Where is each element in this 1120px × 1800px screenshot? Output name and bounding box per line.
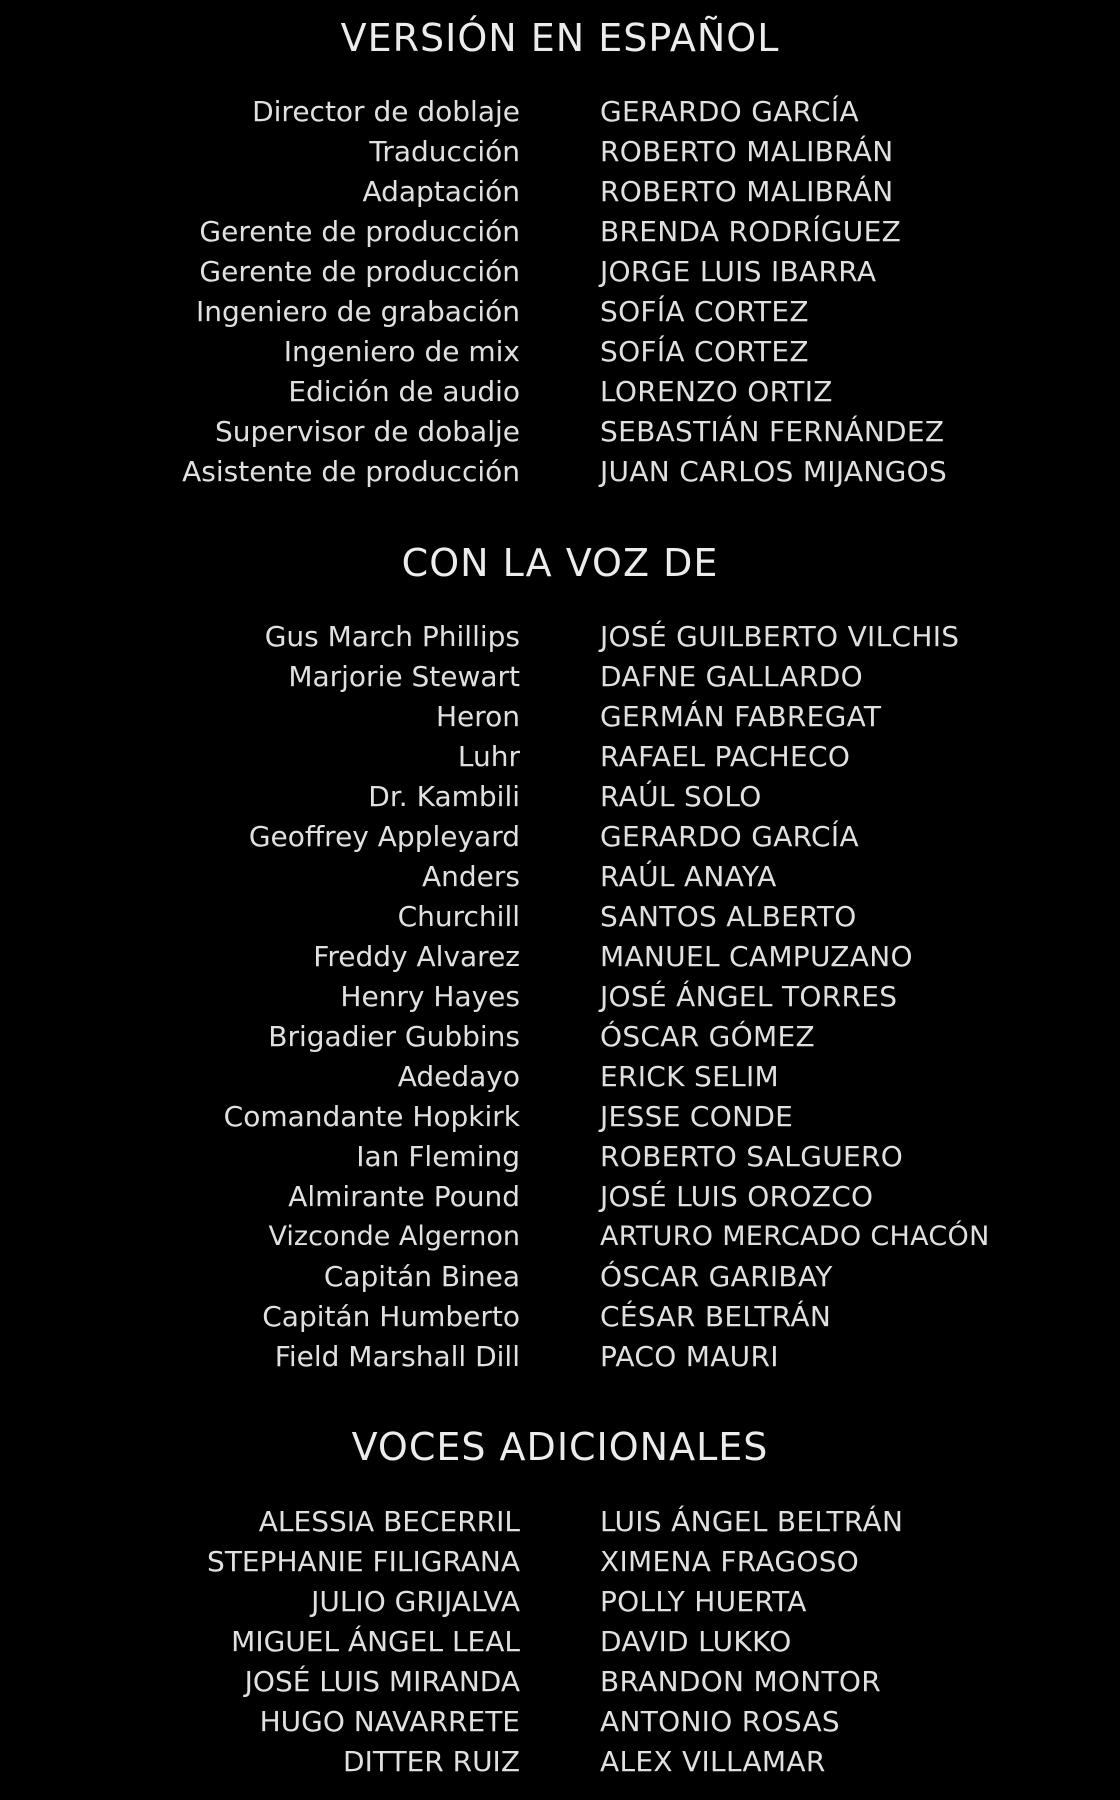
credit-role: Ian Fleming: [356, 1140, 520, 1173]
credit-name: SOFÍA CORTEZ: [600, 295, 809, 328]
credit-row: [0, 617, 1120, 657]
credit-row: [0, 1217, 1120, 1257]
credit-name: GERMÁN FABREGAT: [600, 700, 882, 733]
credit-role: Marjorie Stewart: [288, 660, 520, 693]
credit-role: Traducción: [369, 135, 520, 168]
credit-name: RAFAEL PACHECO: [600, 740, 851, 773]
credit-role: Director de doblaje: [252, 95, 520, 128]
credit-row: [0, 332, 1120, 372]
credit-row: [0, 1662, 1120, 1702]
credit-name: ÓSCAR GARIBAY: [600, 1260, 833, 1293]
credit-name: ERICK SELIM: [600, 1060, 779, 1093]
credit-name: JESSE CONDE: [600, 1100, 794, 1133]
credit-role: Ingeniero de mix: [283, 335, 520, 368]
credit-name: SEBASTIÁN FERNÁNDEZ: [600, 415, 945, 448]
credit-row: [0, 1582, 1120, 1622]
section-title-version-en-espanol: VERSIÓN EN ESPAÑOL: [340, 16, 780, 60]
credit-name: RAÚL ANAYA: [600, 860, 777, 893]
credit-row: [0, 172, 1120, 212]
credit-row: [0, 1542, 1120, 1582]
credit-left-name: STEPHANIE FILIGRANA: [207, 1545, 520, 1578]
credit-row: [0, 1702, 1120, 1742]
credit-row: [0, 857, 1120, 897]
credit-name: GERARDO GARCÍA: [600, 95, 859, 128]
credit-role: Almirante Pound: [288, 1180, 520, 1213]
credit-name: RAÚL SOLO: [600, 780, 762, 813]
credit-row: [0, 1297, 1120, 1337]
credit-row: [0, 1257, 1120, 1297]
credit-name: PACO MAURI: [600, 1340, 779, 1373]
credit-row: [0, 1502, 1120, 1542]
credit-role: Dr. Kambili: [368, 780, 520, 813]
credit-left-name: HUGO NAVARRETE: [259, 1705, 520, 1738]
credit-name: LORENZO ORTIZ: [600, 375, 833, 408]
credit-row: [0, 697, 1120, 737]
credit-role: Brigadier Gubbins: [268, 1020, 520, 1053]
credit-right-name: POLLY HUERTA: [600, 1585, 807, 1618]
credit-row: [0, 1622, 1120, 1662]
credit-row: [0, 777, 1120, 817]
credit-right-name: LUIS ÁNGEL BELTRÁN: [600, 1505, 904, 1538]
credit-role: Luhr: [457, 740, 520, 773]
credit-name: SOFÍA CORTEZ: [600, 335, 809, 368]
credit-row: [0, 1177, 1120, 1217]
credit-row: [0, 452, 1120, 492]
cast-list: [0, 617, 1120, 1377]
credit-row: [0, 1137, 1120, 1177]
credit-name: ROBERTO MALIBRÁN: [600, 135, 894, 168]
credit-row: [0, 292, 1120, 332]
credit-name: ROBERTO MALIBRÁN: [600, 175, 894, 208]
credit-row: [0, 92, 1120, 132]
credit-name: JORGE LUIS IBARRA: [600, 255, 877, 288]
credit-name: JUAN CARLOS MIJANGOS: [600, 455, 948, 488]
credit-row: [0, 372, 1120, 412]
credit-role: Adaptación: [362, 175, 520, 208]
credit-name: GERARDO GARCÍA: [600, 820, 859, 853]
credit-role: Heron: [435, 700, 520, 733]
credit-name: JOSÉ LUIS OROZCO: [600, 1180, 874, 1213]
credit-role: Supervisor de dobalje: [214, 415, 520, 448]
credit-row: [0, 817, 1120, 857]
credit-name: ÓSCAR GÓMEZ: [600, 1020, 815, 1053]
credit-right-name: ALEX VILLAMAR: [600, 1745, 826, 1778]
crew-list: [0, 92, 1120, 492]
credit-role: Geoffrey Appleyard: [248, 820, 520, 853]
credit-role: Capitán Binea: [323, 1260, 520, 1293]
credit-name: JOSÉ ÁNGEL TORRES: [600, 980, 898, 1013]
credit-row: [0, 937, 1120, 977]
credit-left-name: ALESSIA BECERRIL: [258, 1505, 520, 1538]
credit-row: [0, 737, 1120, 777]
credit-row: [0, 1017, 1120, 1057]
credit-role: Ingeniero de grabación: [195, 295, 520, 328]
credit-right-name: BRANDON MONTOR: [600, 1665, 882, 1698]
credit-role: Adedayo: [397, 1060, 520, 1093]
credit-left-name: DITTER RUIZ: [343, 1745, 520, 1778]
credit-right-name: ANTONIO ROSAS: [600, 1705, 840, 1738]
credit-name: MANUEL CAMPUZANO: [600, 940, 913, 973]
credit-row: [0, 212, 1120, 252]
credit-row: [0, 657, 1120, 697]
credit-row: [0, 412, 1120, 452]
section-title-voces-adicionales: VOCES ADICIONALES: [351, 1425, 769, 1469]
credit-role: Edición de audio: [288, 375, 520, 408]
section-title-con-la-voz-de: CON LA VOZ DE: [401, 541, 719, 585]
credit-role: Gus March Phillips: [264, 620, 520, 653]
credit-role: Capitán Humberto: [262, 1300, 520, 1333]
credit-name: SANTOS ALBERTO: [600, 900, 857, 933]
credit-role: Vizconde Algernon: [268, 1221, 520, 1252]
credit-right-name: XIMENA FRAGOSO: [600, 1545, 860, 1578]
credit-left-name: MIGUEL ÁNGEL LEAL: [231, 1625, 520, 1658]
credit-role: Anders: [422, 860, 520, 893]
credit-row: [0, 897, 1120, 937]
credit-name: CÉSAR BELTRÁN: [600, 1300, 832, 1333]
credit-role: Henry Hayes: [340, 980, 520, 1013]
credit-name: BRENDA RODRÍGUEZ: [600, 215, 902, 248]
credit-left-name: JULIO GRIJALVA: [311, 1585, 520, 1618]
credit-row: [0, 1097, 1120, 1137]
credit-role: Field Marshall Dill: [274, 1340, 520, 1373]
credit-name: JOSÉ GUILBERTO VILCHIS: [600, 620, 960, 653]
credit-name: ARTURO MERCADO CHACÓN: [600, 1221, 990, 1252]
credit-row: [0, 252, 1120, 292]
additional-voices-list: [0, 1502, 1120, 1782]
credit-row: [0, 977, 1120, 1017]
credit-role: Gerente de producción: [199, 255, 520, 288]
credit-role: Asistente de producción: [182, 455, 520, 488]
credit-role: Comandante Hopkirk: [223, 1100, 520, 1133]
credit-role: Churchill: [397, 900, 520, 933]
credit-row: [0, 1057, 1120, 1097]
credit-left-name: JOSÉ LUIS MIRANDA: [244, 1665, 520, 1698]
credit-row: [0, 132, 1120, 172]
credit-row: [0, 1337, 1120, 1377]
credit-row: [0, 1742, 1120, 1782]
credit-role: Freddy Alvarez: [313, 940, 520, 973]
credit-name: DAFNE GALLARDO: [600, 660, 863, 693]
credit-name: ROBERTO SALGUERO: [600, 1140, 904, 1173]
credit-right-name: DAVID LUKKO: [600, 1625, 792, 1658]
credit-role: Gerente de producción: [199, 215, 520, 248]
